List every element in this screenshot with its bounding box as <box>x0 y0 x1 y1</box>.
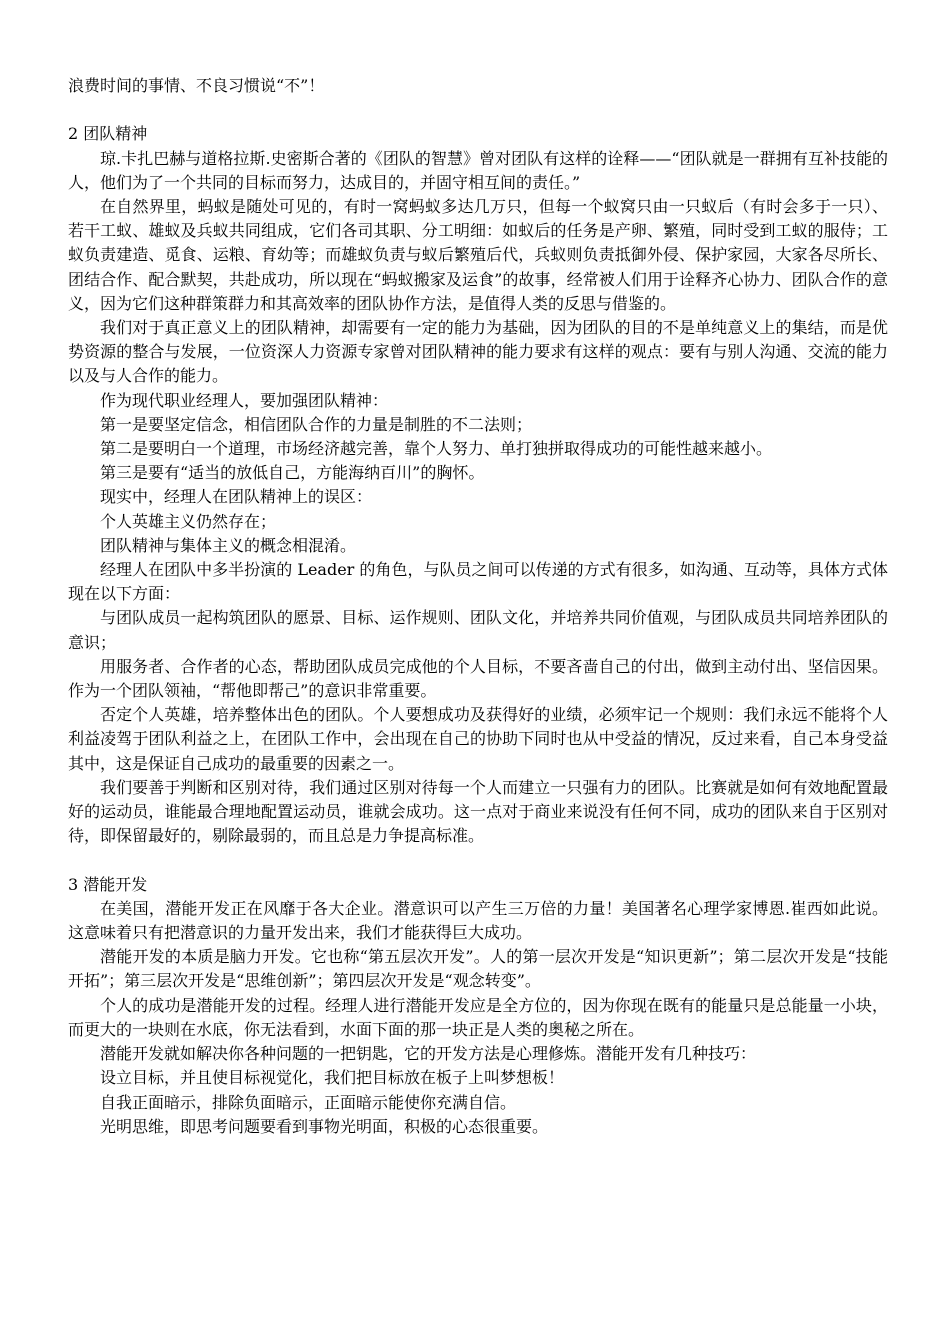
paragraph: 在自然界里，蚂蚁是随处可见的，有时一窝蚂蚁多达几万只，但每一个蚁窝只由一只蚁后（有时会多于一只）、若干工蚁、雄蚁及兵蚁共同组成，它们各司其职、分工明细：如蚁后的任务是产卵、繁殖，同时受到工蚁的服侍；工蚁负责建造、觅食、运粮、育幼等；而雄蚁负责与蚁后繁殖后代，兵蚁则负责抵御外侵、保护家园，大家各尽所长、团结合作、配合默契，共赴成功，所以现在“蚂蚁搬家及运食”的故事，经常被人们用于诠释齐心协力、团队合作的意义，因为它们这种群策群力和其高效率的团队协作方法，是值得人类的反思与借鉴的。 <box>68 197 888 313</box>
paragraph: 在美国，潜能开发正在风靡于各大企业。潜意识可以产生三万倍的力量！美国著名心理学家博恩.崔西如此说。这意味着只有把潜意识的力量开发出来，我们才能获得巨大成功。 <box>68 898 888 943</box>
paragraph: 潜能开发的本质是脑力开发。它也称“第五层次开发”。人的第一层次开发是“知识更新”；第二层次开发是“技能开拓”；第三层次开发是“思维创新”；第四层次开发是“观念转变”。 <box>68 947 888 991</box>
section-heading-team-spirit: 2 团队精神 <box>68 124 148 144</box>
paragraph: 否定个人英雄，培养整体出色的团队。个人要想成功及获得好的业绩，必须牢记一个规则：我们永远不能将个人利益凌驾于团队利益之上，在团队工作中，会出现在自己的协助下同时也从中受益的情况，反过来看，自己本身受益其中，这是保证自己成功的最重要的因素之一。 <box>68 705 888 773</box>
paragraph: 我们对于真正意义上的团队精神，却需要有一定的能力为基础，因为团队的目的不是单纯意义上的集结，而是优势资源的整合与发展，一位资深人力资源专家曾对团队精神的能力要求有这样的观点：要有与别人沟通、交流的能力以及与人合作的能力。 <box>68 318 888 386</box>
paragraph: 作为现代职业经理人，要加强团队精神： <box>100 390 389 410</box>
paragraph: 个人的成功是潜能开发的过程。经理人进行潜能开发应是全方位的，因为你现在既有的能量只是总能量一小块，而更大的一块则在水底，你无法看到，水面下面的那一块正是人类的奥秘之所在。 <box>68 995 888 1039</box>
document-page <box>68 74 888 1139</box>
paragraph: 现实中，经理人在团队精神上的误区： <box>100 487 373 507</box>
paragraph: 第二是要明白一个道理，市场经济越完善，靠个人努力、单打独拼取得成功的可能性越来越小。 <box>100 439 773 459</box>
paragraph: 用服务者、合作者的心态，帮助团队成员完成他的个人目标，不要吝啬自己的付出，做到主动付出、坚信因果。作为一个团队领袖，“帮他即帮己”的意识非常重要。 <box>68 656 888 701</box>
intro-line: 浪费时间的事情、不良习惯说“不”！ <box>68 76 325 95</box>
paragraph: 第一是要坚定信念，相信团队合作的力量是制胜的不二法则； <box>100 414 533 434</box>
paragraph: 设立目标，并且使目标视觉化，我们把目标放在板子上叫梦想板！ <box>100 1068 565 1088</box>
paragraph: 个人英雄主义仍然存在； <box>100 511 277 531</box>
paragraph: 第三是要有“适当的放低自己，方能海纳百川”的胸怀。 <box>100 463 485 483</box>
paragraph: 与团队成员一起构筑团队的愿景、目标、运作规则、团队文化，并培养共同价值观，与团队成员共同培养团队的意识； <box>68 608 888 652</box>
paragraph: 光明思维，即思考问题要看到事物光明面，积极的心态很重要。 <box>100 1116 549 1136</box>
paragraph: 团队精神与集体主义的概念相混淆。 <box>100 535 357 555</box>
paragraph: 自我正面暗示，排除负面暗示，正面暗示能使你充满自信。 <box>100 1092 517 1112</box>
blank-line <box>68 848 888 872</box>
paragraph: 我们要善于判断和区别对待，我们通过区别对待每一个人而建立一只强有力的团队。比赛就是如何有效地配置最好的运动员，谁能最合理地配置运动员，谁就会成功。这一点对于商业来说没有任何不同，成功的团队来自于区别对待，即保留最好的，剔除最弱的，而且总是力争提高标准。 <box>68 777 888 846</box>
paragraph: 琼.卡扎巴赫与道格拉斯.史密斯合著的《团队的智慧》曾对团队有这样的诠释——“团队就是一群拥有互补技能的人，他们为了一个共同的目标而努力，达成目的，并固守相互间的责任。” <box>68 148 888 192</box>
paragraph: 经理人在团队中多半扮演的 Leader 的角色，与队员之间可以传递的方式有很多，如沟通、互动等，具体方式体现在以下方面： <box>68 560 888 604</box>
paragraph: 潜能开发就如解决你各种问题的一把钥匙，它的开发方法是心理修炼。潜能开发有几种技巧： <box>100 1044 757 1064</box>
section-heading-potential-development: 3 潜能开发 <box>68 874 148 894</box>
blank-line <box>68 98 888 122</box>
